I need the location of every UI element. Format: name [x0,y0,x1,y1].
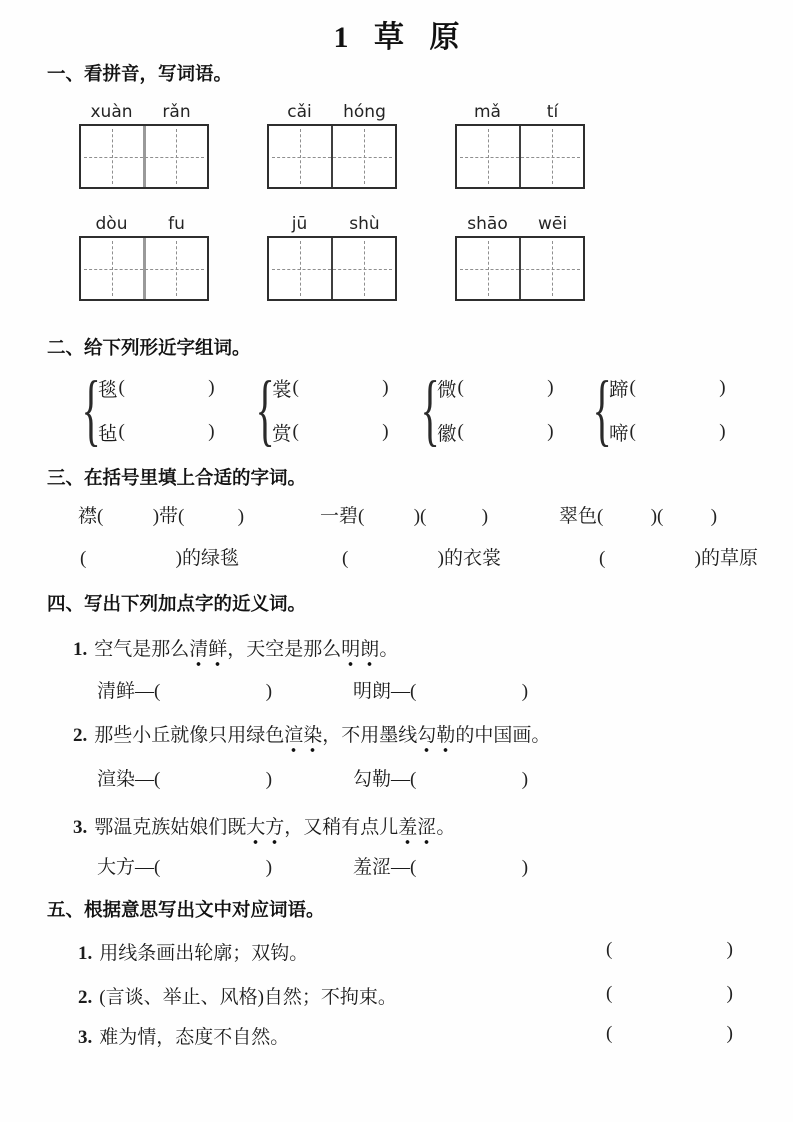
fill-in-item [599,543,758,570]
pinyin-syllable: mǎ [474,102,501,122]
answer-label: 大方— [97,857,155,878]
char-pair-group [587,366,726,454]
paren-close: ) [694,548,701,569]
answer-blank [154,857,272,879]
section1-heading: 一、看拼音，写词语。 [47,63,233,84]
writing-cell [331,126,395,187]
synonym-answer [353,764,528,791]
answer-blank [630,421,726,443]
writing-box [79,124,209,189]
item-number: 3. [73,817,88,838]
brace-glyph: { [255,366,275,454]
item-number: 1. [73,639,88,660]
prompt-text: 襟 [78,506,98,527]
emphasized-word: 勾勒 [417,725,455,753]
answer-blank [119,421,215,443]
emphasized-word: 明朗 [341,639,379,667]
paren-open: ( [599,548,606,569]
answer-blank [97,506,159,528]
paren-open: ( [606,1023,613,1044]
paren-close: ) [726,939,733,960]
section2-heading: 二、给下列形近字组词。 [47,337,251,358]
paren-close: ) [650,506,658,527]
synonym-answer-row [97,852,529,879]
paren-open: ( [606,983,613,1004]
answer-label: 羞涩— [353,857,411,878]
writing-cell [81,126,143,187]
answer-blank [420,506,488,528]
pinyin-labels [267,101,397,124]
paren-close: ) [208,377,215,398]
answer-blank [293,377,389,399]
section5-heading: 五、根据意思写出文中对应词语。 [47,899,325,920]
paren-open: ( [80,548,87,569]
writing-cell [331,238,395,299]
page-title: 1 草 原 [333,21,460,54]
synonym-answer [353,676,528,703]
paren-close: ) [237,506,245,527]
sentence-text: 。 [436,817,456,838]
answer-blank [342,548,444,570]
writing-box [79,236,209,301]
answer-blank [410,681,528,703]
answer-label: 渲染— [97,769,155,790]
character: 毯 [98,380,118,401]
pinyin-box-group [267,213,397,301]
definition-text: 用线条画出轮廓；双钩。 [99,943,309,964]
paren-close: ) [726,1023,733,1044]
pinyin-box-group [455,101,585,189]
synonym-answer-row [97,764,529,791]
paren-open: ( [358,506,365,527]
item-number: 2. [73,725,88,746]
answer-blank [599,548,701,570]
pinyin-syllable: dòu [95,214,128,234]
pinyin-syllable: tí [546,102,559,122]
answer-blank [606,1023,733,1045]
pinyin-syllable: shù [349,214,380,234]
synonym-answer [97,681,272,702]
paren-open: ( [292,421,299,442]
paren-open: ( [420,506,427,527]
paren-close: ) [521,857,529,878]
answer-blank [606,939,733,961]
character: 毡 [98,424,118,445]
paren-close: ) [382,377,389,398]
brace-glyph: { [420,366,440,454]
paren-open: ( [457,421,464,442]
emphasized-word: 羞涩 [398,817,436,845]
paren-close: ) [719,421,726,442]
item-number: 1. [78,943,93,964]
answer-blank [154,681,272,703]
character: 啼 [609,424,629,445]
char-pair-group [415,366,554,454]
answer-label: 清鲜— [97,681,155,702]
sentence-text: 那些小丘就像只用绿色 [94,725,285,746]
char-pair-group [250,366,389,454]
example-sentence [73,720,550,747]
paren-close: ) [719,377,726,398]
paren-open: ( [410,857,417,878]
character: 微 [437,380,457,401]
paren-close: ) [521,769,529,790]
example-sentence [73,634,398,661]
writing-box [455,124,585,189]
emphasized-word: 清鲜 [189,639,227,667]
synonym-answer-row [97,676,529,703]
character: 裳 [272,380,292,401]
emphasized-word: 大方 [246,817,284,845]
paren-close: ) [152,506,160,527]
pinyin-syllable: cǎi [287,102,312,122]
definition-item [78,1022,758,1049]
paren-open: ( [629,377,636,398]
paren-close: ) [382,421,389,442]
answer-blank [458,421,554,443]
writing-cell [519,238,583,299]
paren-close: ) [547,421,554,442]
paren-close: ) [710,506,718,527]
sentence-text: 的中国画。 [455,725,551,746]
writing-cell [457,238,519,299]
brace-glyph: { [592,366,612,454]
character: 赏 [272,424,292,445]
pinyin-syllable: xuàn [90,102,133,122]
emphasized-word: 渲染 [284,725,322,753]
paren-close: ) [265,769,273,790]
paren-open: ( [629,421,636,442]
paren-open: ( [292,377,299,398]
paren-open: ( [410,769,417,790]
answer-label: 明朗— [353,681,411,702]
paren-close: ) [726,983,733,1004]
pinyin-labels [455,213,585,236]
writing-cell [143,126,208,187]
answer-blank [358,506,420,528]
paren-open: ( [154,681,161,702]
writing-cell [81,238,143,299]
writing-box [455,236,585,301]
writing-box [267,124,397,189]
definition-text: 难为情，态度不自然。 [99,1027,290,1048]
answer-blank [119,377,215,399]
answer-label: 勾勒— [353,769,411,790]
paren-close: ) [413,506,421,527]
definition-item [78,982,758,1009]
pinyin-labels [267,213,397,236]
pinyin-syllable: hóng [343,102,386,122]
prompt-text: 翠色 [559,506,598,527]
pinyin-syllable: rǎn [162,102,191,122]
pinyin-box-group [455,213,585,301]
pinyin-labels [79,101,209,124]
answer-blank [458,377,554,399]
example-sentence [73,812,455,839]
brace-glyph: { [81,366,101,454]
answer-blank [410,769,528,791]
answer-blank [657,506,717,528]
prompt-text: 的衣裳 [444,548,502,569]
paren-close: ) [265,857,273,878]
fill-in-item [80,543,239,570]
prompt-text: 的绿毯 [182,548,240,569]
writing-cell [269,126,331,187]
pinyin-syllable: fu [168,214,185,234]
section4-heading: 四、写出下列加点字的近义词。 [47,593,307,614]
answer-blank [154,769,272,791]
answer-blank [178,506,244,528]
writing-cell [519,126,583,187]
paren-close: ) [175,548,182,569]
fill-in-item [559,501,717,528]
paren-open: ( [342,548,349,569]
prompt-text: 带 [159,506,179,527]
writing-box [267,236,397,301]
section3-heading: 三、在括号里填上合适的字词。 [47,467,307,488]
paren-open: ( [154,857,161,878]
answer-blank [293,421,389,443]
paren-open: ( [178,506,185,527]
pinyin-box-group [79,213,209,301]
synonym-answer [353,852,528,879]
fill-in-item [342,543,501,570]
paren-close: ) [437,548,444,569]
pinyin-box-group [267,101,397,189]
answer-blank [606,983,733,1005]
paren-open: ( [606,939,613,960]
prompt-text: 的草原 [701,548,759,569]
item-number: 3. [78,1027,93,1048]
char-pair-group [76,366,215,454]
pinyin-syllable: wēi [537,214,568,234]
answer-blank [80,548,182,570]
fill-in-item [320,501,488,528]
answer-blank [597,506,657,528]
paren-open: ( [457,377,464,398]
writing-cell [143,238,208,299]
prompt-text: 一碧 [320,506,359,527]
definition-item [78,938,758,965]
paren-close: ) [481,506,489,527]
answer-blank [410,857,528,879]
paren-close: ) [265,681,273,702]
sentence-text: 空气是那么 [94,639,190,660]
answer-blank [630,377,726,399]
paren-open: ( [97,506,104,527]
paren-close: ) [208,421,215,442]
character: 蹄 [609,380,629,401]
writing-cell [457,126,519,187]
fill-in-item [78,501,244,528]
paren-open: ( [597,506,604,527]
sentence-text: ，又稍有点儿 [284,817,399,838]
sentence-text: ，不用墨线 [322,725,418,746]
pinyin-syllable: jū [291,214,308,234]
definition-text: (言谈、举止、风格)自然；不拘束。 [99,987,397,1008]
sentence-text: 鄂温克族姑娘们既 [94,817,247,838]
character: 徽 [437,424,457,445]
pinyin-syllable: shāo [467,214,508,234]
paren-open: ( [118,421,125,442]
pinyin-box-group [79,101,209,189]
pinyin-labels [455,101,585,124]
paren-open: ( [118,377,125,398]
synonym-answer [97,769,272,790]
item-number: 2. [78,987,93,1008]
paren-open: ( [410,681,417,702]
writing-cell [269,238,331,299]
paren-open: ( [154,769,161,790]
pinyin-labels [79,213,209,236]
sentence-text: ，天空是那么 [227,639,342,660]
paren-close: ) [521,681,529,702]
sentence-text: 。 [379,639,399,660]
synonym-answer [97,857,272,878]
paren-close: ) [547,377,554,398]
paren-open: ( [657,506,664,527]
